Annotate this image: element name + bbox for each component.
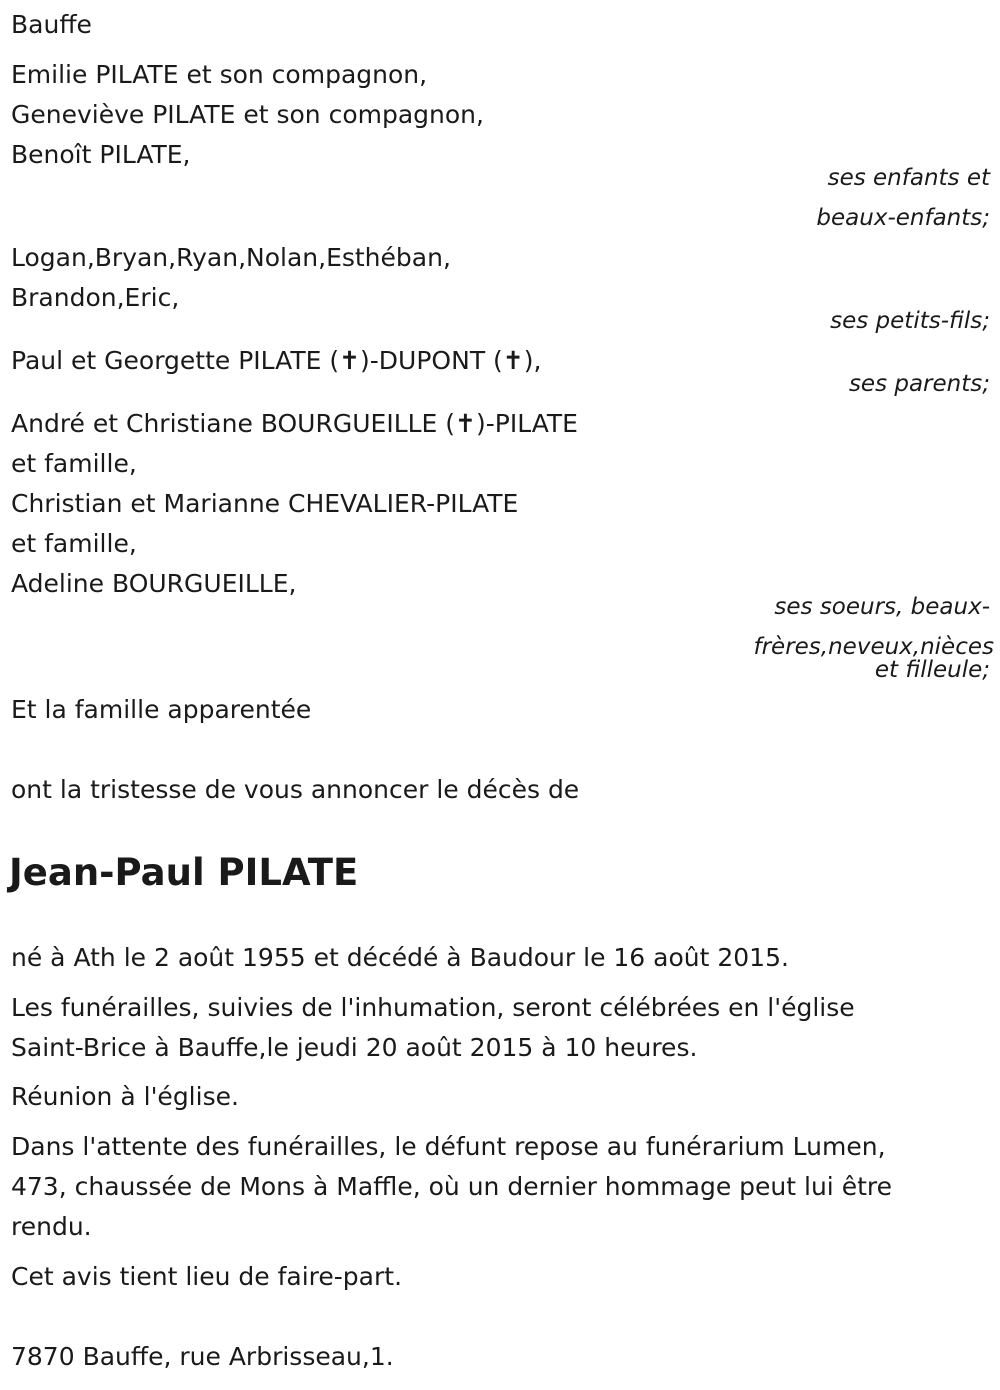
sibling-line: et famille, bbox=[11, 529, 137, 558]
rest-line: Dans l'attente des funérailles, le défunt repose au funérarium Lumen, bbox=[11, 1132, 886, 1161]
funeral-line: Les funérailles, suivies de l'inhumation, seront célébrées en l'église bbox=[11, 993, 855, 1022]
siblings-role-line: frères,neveux,nièces bbox=[753, 634, 994, 660]
rest-line: rendu. bbox=[11, 1212, 92, 1241]
parents-role: ses parents; bbox=[848, 371, 990, 397]
grandchild-line: Brandon,Eric, bbox=[11, 283, 180, 312]
deceased-name: Jean-Paul PILATE bbox=[9, 851, 359, 894]
locality: Bauffe bbox=[11, 10, 92, 39]
child-line: Benoît PILATE, bbox=[11, 140, 191, 169]
address-line: 7870 Bauffe, rue Arbrisseau,1. bbox=[11, 1342, 394, 1371]
parents-line: Paul et Georgette PILATE (✝)-DUPONT (✝), bbox=[11, 346, 542, 375]
sibling-line: Adeline BOURGUEILLE, bbox=[11, 569, 297, 598]
sibling-line: André et Christiane BOURGUEILLE (✝)-PILATE bbox=[11, 409, 578, 438]
child-line: Geneviève PILATE et son compagnon, bbox=[11, 100, 484, 129]
siblings-role-line: ses soeurs, beaux- bbox=[774, 594, 990, 620]
grandchild-line: Logan,Bryan,Ryan,Nolan,Esthéban, bbox=[11, 243, 451, 272]
grandchildren-role: ses petits-fils; bbox=[830, 308, 990, 334]
children-role-line: beaux-enfants; bbox=[816, 205, 990, 231]
child-line: Emilie PILATE et son compagnon, bbox=[11, 60, 428, 89]
sibling-line: et famille, bbox=[11, 449, 137, 478]
children-role-line: ses enfants et bbox=[827, 165, 990, 191]
birth-death-line: né à Ath le 2 août 1955 et décédé à Baudour le 16 août 2015. bbox=[11, 943, 789, 972]
extended-family: Et la famille apparentée bbox=[11, 695, 312, 724]
meeting-line: Réunion à l'église. bbox=[11, 1082, 239, 1111]
notice-line: Cet avis tient lieu de faire-part. bbox=[11, 1262, 403, 1291]
sibling-line: Christian et Marianne CHEVALIER-PILATE bbox=[11, 489, 519, 518]
siblings-role-line: et filleule; bbox=[874, 657, 990, 683]
announcement-intro: ont la tristesse de vous annoncer le décès de bbox=[11, 775, 580, 804]
funeral-line: Saint-Brice à Bauffe,le jeudi 20 août 2015 à 10 heures. bbox=[11, 1033, 698, 1062]
rest-line: 473, chaussée de Mons à Maffle, où un dernier hommage peut lui être bbox=[11, 1172, 892, 1201]
